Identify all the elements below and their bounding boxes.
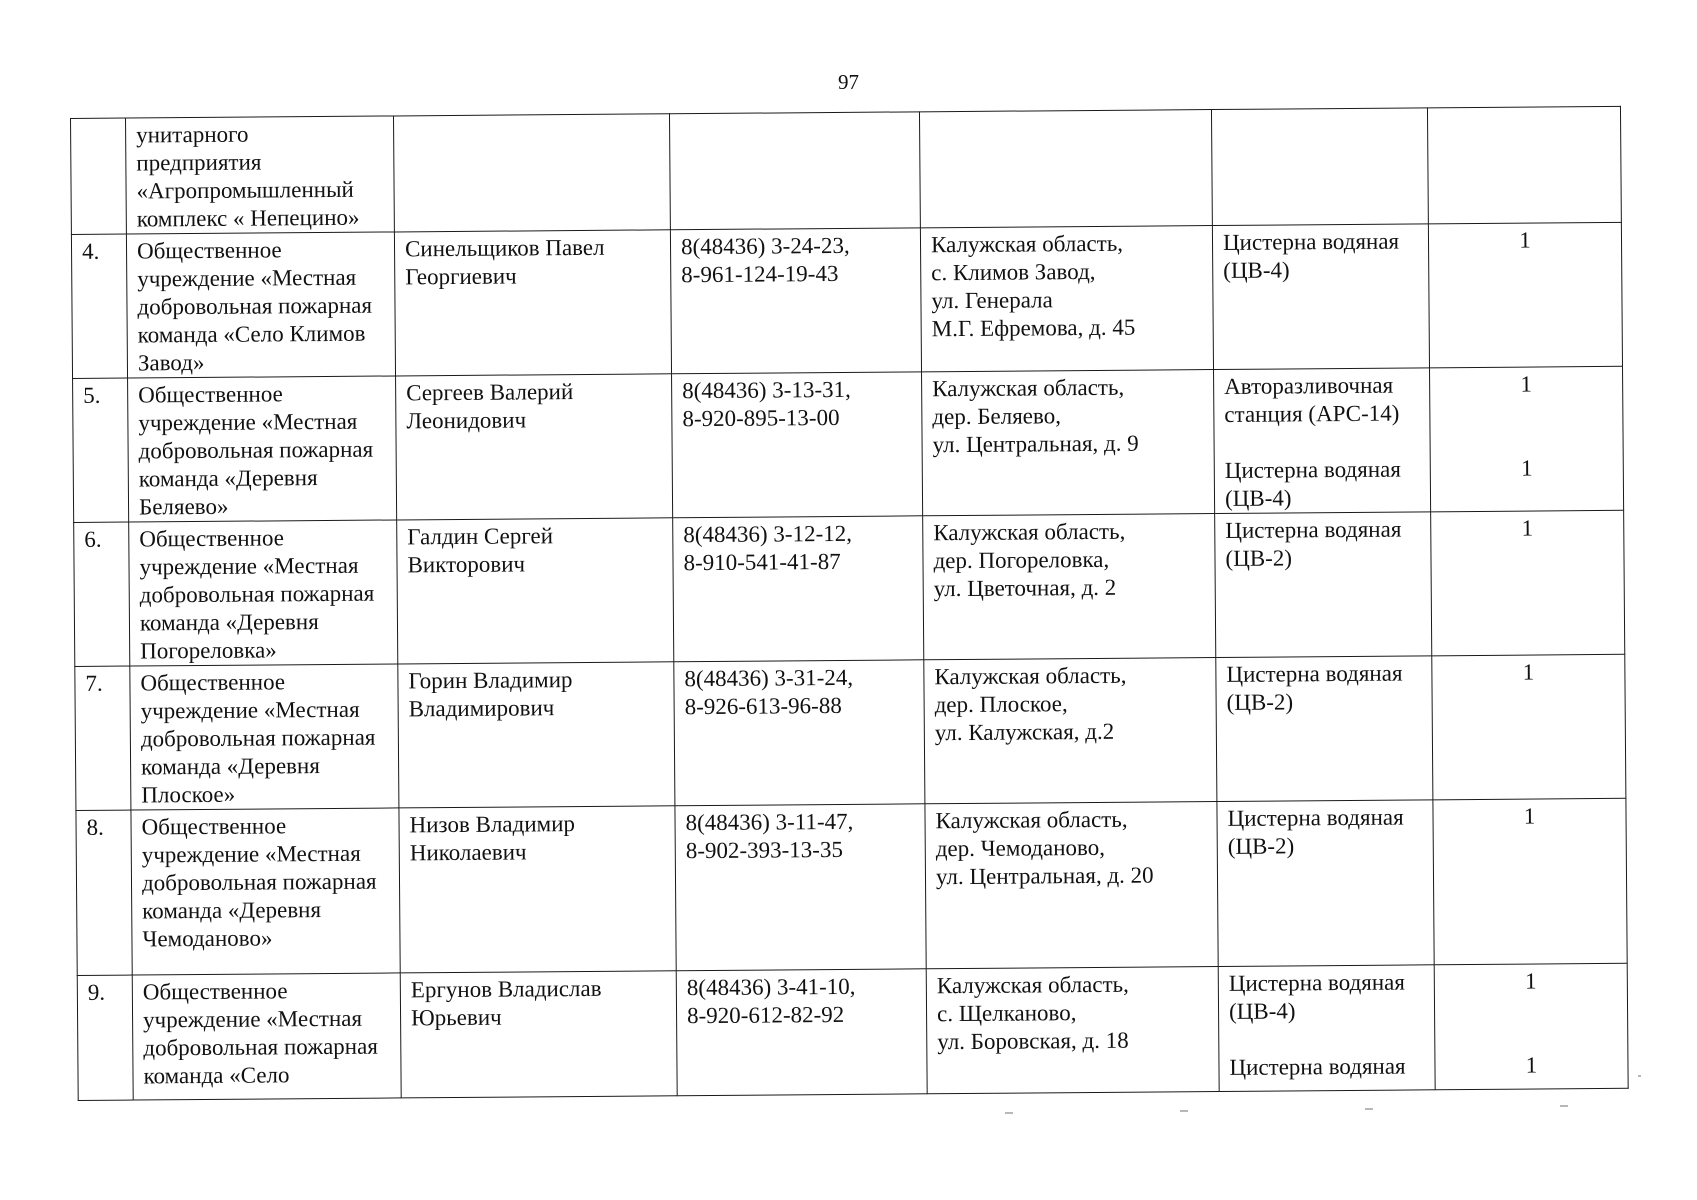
org-line: унитарного [136, 121, 249, 148]
cell-phone [674, 660, 925, 806]
cell-number [76, 810, 132, 975]
address-line: ул. Центральная, д. 9 [932, 430, 1139, 458]
cell-phone [675, 804, 926, 971]
cell-address [924, 658, 1217, 804]
address-line: ул. Цветочная, д. 2 [933, 574, 1117, 602]
cell-equipment [1216, 656, 1433, 802]
org-line: добровольная пожарная [138, 436, 374, 464]
equipment-line: (ЦВ-2) [1225, 545, 1293, 571]
org-line: команда «Село Климов [137, 320, 366, 348]
org-line: учреждение «Местная [140, 696, 360, 724]
cell-organization [129, 520, 398, 666]
phone-line: 8(48436) 3-12-12, [683, 520, 853, 548]
table-row [73, 366, 1624, 522]
org-line: учреждение «Местная [137, 264, 357, 292]
address-line: Калужская область, [932, 374, 1125, 402]
cell-equipment [1211, 108, 1428, 226]
equipment-line: (ЦВ-2) [1227, 833, 1295, 859]
org-line: добровольная пожарная [141, 868, 377, 896]
table-row [74, 510, 1625, 666]
address-line: дер. Плоское, [934, 691, 1068, 718]
address-line: ул. Калужская, д.2 [934, 718, 1115, 746]
spacer [1445, 995, 1617, 1024]
cell-address [923, 514, 1216, 660]
cell-number [74, 522, 130, 666]
address-line: ул. Боровская, д. 18 [937, 1027, 1129, 1055]
cell-equipment [1218, 965, 1435, 1092]
org-line: Общественное [139, 525, 285, 552]
quantity-value: 1 [1522, 659, 1535, 685]
cell-phone [676, 969, 927, 1096]
org-line: Плоское» [141, 781, 236, 808]
equipment-line: Цистерна водяная [1224, 456, 1401, 483]
cell-quantity [1433, 798, 1627, 965]
row-number: 7. [85, 670, 103, 696]
cell-organization [126, 116, 395, 234]
org-line: команда «Село [143, 1062, 290, 1089]
page-number: 97 [838, 70, 859, 94]
equipment-line: Цистерна водяная [1225, 516, 1402, 543]
address-line: с. Климов Завод, [931, 258, 1096, 286]
address-line: дер. Беляево, [932, 403, 1062, 430]
org-line: Общественное [142, 978, 288, 1005]
cell-address [919, 110, 1212, 228]
equipment-line: Цистерна водяная [1226, 660, 1403, 687]
cell-number [71, 234, 127, 378]
org-line: Общественное [141, 813, 287, 840]
row-number: 6. [84, 526, 102, 552]
spacer [1440, 426, 1612, 455]
head-name-line: Владимирович [408, 695, 555, 722]
row-number: 4. [81, 238, 100, 264]
org-line: «Агропромышленный [136, 176, 354, 204]
org-line: команда «Деревня [141, 753, 320, 780]
org-line: учреждение «Местная [141, 840, 361, 868]
row-number: 8. [86, 814, 104, 840]
org-line: добровольная пожарная [139, 580, 375, 608]
scan-noise [1638, 1075, 1641, 1077]
cell-address [926, 967, 1219, 1094]
cell-equipment [1212, 224, 1429, 370]
org-line: комплекс « Непецино» [136, 204, 360, 232]
org-line: учреждение «Местная [142, 1005, 363, 1033]
cell-equipment [1217, 800, 1434, 967]
quantity-value: 1 [1520, 455, 1533, 481]
address-line: дер. Погореловка, [933, 546, 1110, 574]
cell-address [922, 370, 1215, 516]
scan-noise [1180, 1110, 1188, 1112]
address-line: с. Щелканово, [936, 1000, 1077, 1027]
equipment-line: станция (АРС-14) [1224, 400, 1400, 427]
cell-head [393, 114, 670, 232]
cell-equipment [1214, 368, 1431, 514]
org-line: Общественное [140, 669, 286, 696]
org-line: команда «Деревня [139, 609, 319, 636]
document-table-container [70, 106, 1628, 1101]
address-line: ул. Центральная, д. 20 [935, 862, 1154, 890]
cell-organization [130, 664, 399, 810]
phone-line: 8(48436) 3-11-47, [685, 808, 854, 836]
cell-number [71, 118, 127, 234]
cell-quantity [1430, 366, 1624, 512]
row-number: 5. [83, 382, 101, 408]
org-line: Чемоданово» [142, 925, 273, 952]
phone-line: 8(48436) 3-24-23, [680, 232, 850, 260]
spacer [1229, 1024, 1424, 1054]
address-line: М.Г. Ефремова, д. 45 [931, 314, 1136, 342]
scan-noise [1560, 1105, 1568, 1107]
cell-equipment [1215, 512, 1432, 658]
address-line: дер. Чемоданово, [935, 834, 1105, 862]
equipment-line: (ЦВ-4) [1228, 998, 1296, 1024]
equipment-line: Цистерна водяная [1222, 228, 1400, 255]
cell-number [73, 378, 129, 522]
org-line: Общественное [138, 381, 283, 408]
cell-phone [672, 372, 923, 518]
org-line: Беляево» [138, 493, 229, 520]
cell-quantity [1431, 510, 1625, 656]
equipment-line: Цистерна водяная [1228, 969, 1406, 996]
equipment-line: Авторазливочная [1224, 372, 1394, 399]
address-line: Калужская область, [935, 806, 1128, 834]
org-line: добровольная пожарная [140, 724, 376, 752]
cell-organization [131, 808, 400, 975]
spacer [1224, 427, 1419, 457]
quantity-value: 1 [1523, 803, 1536, 829]
cell-address [925, 802, 1218, 969]
quantity-value: 1 [1525, 1052, 1538, 1078]
cell-organization [132, 973, 401, 1100]
equipment-line: Цистерна водяная [1227, 804, 1404, 831]
cell-head [396, 374, 673, 520]
phone-line: 8(48436) 3-41-10, [686, 973, 856, 1001]
org-line: Общественное [136, 237, 282, 264]
spacer [1445, 1023, 1617, 1052]
head-name-line: Синельщиков Павел [404, 234, 605, 262]
cell-number [77, 975, 133, 1100]
scan-noise [1005, 1112, 1013, 1114]
head-name-line: Ергунов Владислав [410, 975, 602, 1003]
spacer [1440, 398, 1612, 427]
cell-head [398, 662, 675, 808]
quantity-value: 1 [1524, 968, 1537, 994]
cell-address [920, 226, 1213, 372]
phone-line: 8-920-612-82-92 [686, 1001, 845, 1029]
address-line: Калужская область, [936, 971, 1129, 999]
table-row [75, 654, 1626, 810]
fire-brigades-table [70, 106, 1629, 1101]
head-name-line: Низов Владимир [409, 811, 576, 838]
cell-head [397, 518, 674, 664]
cell-quantity [1434, 963, 1628, 1090]
org-line: Погореловка» [140, 637, 277, 664]
quantity-value: 1 [1521, 515, 1534, 541]
phone-line: 8-926-613-96-88 [684, 692, 842, 720]
org-line: команда «Деревня [142, 897, 322, 924]
cell-head [399, 806, 676, 973]
head-name-line: Галдин Сергей [407, 523, 554, 550]
cell-head [394, 230, 671, 376]
head-name-line: Викторович [407, 551, 526, 578]
phone-line: 8-902-393-13-35 [685, 836, 844, 864]
org-line: команда «Деревня [138, 465, 318, 492]
address-line: Калужская область, [934, 662, 1127, 690]
head-name-line: Леонидович [406, 407, 527, 434]
table-row-continuation [71, 106, 1622, 234]
phone-line: 8(48436) 3-31-24, [684, 664, 854, 692]
table-row [77, 963, 1628, 1100]
head-name-line: Николаевич [409, 839, 527, 866]
org-line: учреждение «Местная [139, 552, 359, 580]
org-line: добровольная пожарная [137, 292, 373, 320]
org-line: Завод» [137, 349, 205, 376]
address-line: Калужская область, [930, 230, 1124, 258]
scan-noise [1365, 1108, 1373, 1110]
cell-organization [126, 232, 395, 378]
cell-head [400, 971, 677, 1098]
head-name-line: Сергеев Валерий [406, 379, 574, 406]
cell-number [75, 666, 131, 810]
phone-line: 8-910-541-41-87 [683, 548, 841, 576]
head-name-line: Юрьевич [410, 1004, 502, 1031]
quantity-value: 1 [1520, 371, 1532, 397]
table-body [71, 106, 1629, 1100]
head-name-line: Горин Владимир [408, 667, 573, 694]
cell-phone [673, 516, 924, 662]
address-line: Калужская область, [933, 518, 1126, 546]
cell-phone [669, 112, 920, 230]
table-row [71, 222, 1622, 378]
table-row [76, 798, 1627, 975]
cell-quantity [1432, 654, 1626, 800]
phone-line: 8-961-124-19-43 [681, 260, 839, 288]
phone-line: 8(48436) 3-13-31, [682, 376, 851, 404]
row-number: 9. [87, 979, 106, 1005]
cell-organization [128, 376, 397, 522]
head-name-line: Георгиевич [405, 263, 517, 290]
org-line: добровольная пожарная [143, 1033, 378, 1061]
equipment-line: (ЦВ-2) [1226, 689, 1294, 715]
cell-quantity [1428, 222, 1622, 368]
equipment-line: Цистерна водяная [1229, 1053, 1406, 1080]
quantity-value: 1 [1519, 227, 1531, 253]
cell-phone [670, 228, 921, 374]
org-line: предприятия [136, 149, 262, 176]
address-line: ул. Генерала [931, 287, 1053, 314]
equipment-line: (ЦВ-4) [1224, 485, 1292, 511]
org-line: учреждение «Местная [138, 408, 358, 436]
cell-quantity [1427, 106, 1621, 224]
phone-line: 8-920-895-13-00 [682, 404, 840, 432]
equipment-line: (ЦВ-4) [1223, 257, 1290, 283]
